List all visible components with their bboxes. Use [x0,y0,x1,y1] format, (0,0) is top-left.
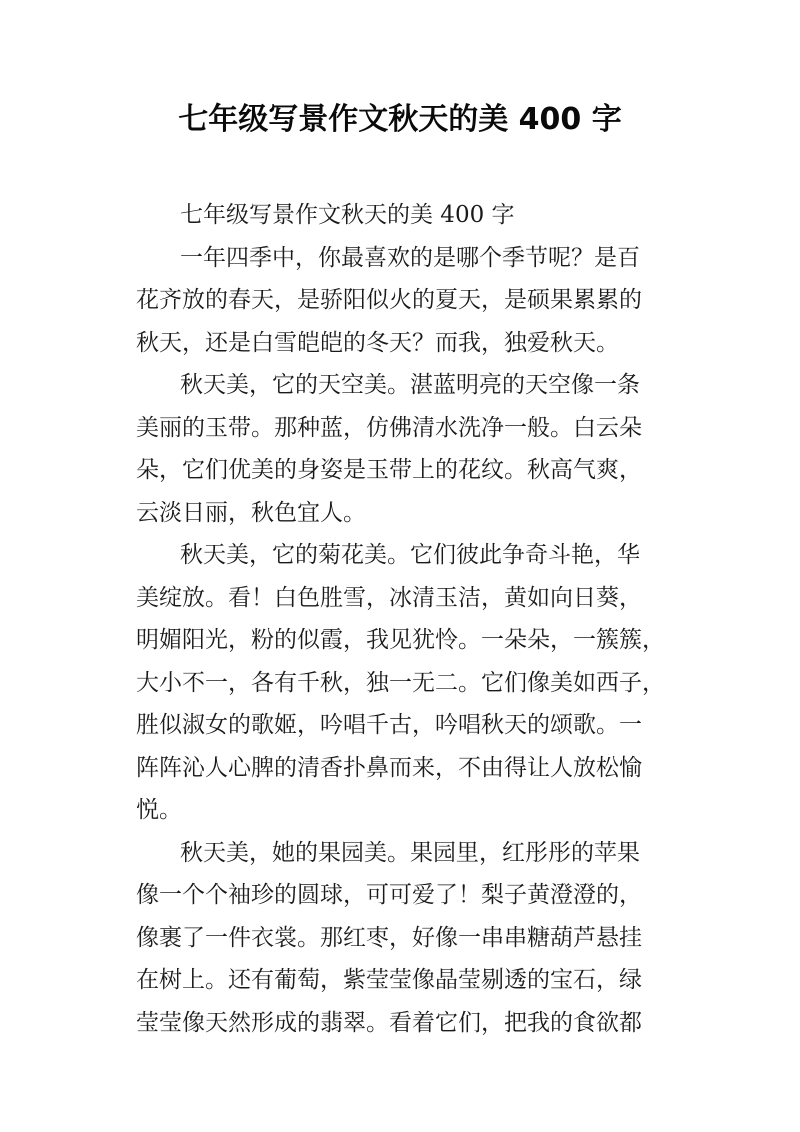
text-line: 七年级写景作文秋天的美 400 字 [180,202,515,228]
text-line: 一年四季中，你最喜欢的是哪个季节呢？是百 [180,244,640,271]
text-line: 秋天美，她的果园美。果园里，红彤彤的苹果 [180,839,640,866]
text-line: 在树上。还有葡萄，紫莹莹像晶莹剔透的宝石，绿 [136,967,642,993]
text-line: 阵阵沁人心脾的清香扑鼻而来，不由得让人放松愉 [136,754,642,781]
paragraph-subtitle [136,194,666,237]
text-line: 云淡日丽，秋色宜人。 [136,499,366,526]
text-line: 秋天，还是白雪皑皑的冬天？而我，独爱秋天。 [136,329,619,356]
document-title: 七年级写景作文秋天的美 400 字 [178,102,622,137]
paragraph-chrysanthemum [136,534,666,832]
text-line: 明媚阳光，粉的似霞，我见犹怜。一朵朵，一簇簇， [136,627,665,653]
text-line: 朵，它们优美的身姿是玉带上的花纹。秋高气爽， [136,457,642,483]
paragraph-orchard [136,832,666,1045]
document-body [136,194,666,1044]
text-line: 美丽的玉带。那种蓝，仿佛清水洗净一般。白云朵 [136,414,642,441]
text-line: 美绽放。看！白色胜雪，冰清玉洁，黄如向日葵， [136,584,642,611]
text-line: 花齐放的春天，是骄阳似火的夏天，是硕果累累的 [136,287,642,313]
paragraph-intro [136,237,666,365]
paragraph-sky [136,364,666,534]
text-line: 像裹了一件衣裳。那红枣，好像一串串糖葫芦悬挂 [136,924,642,951]
text-line: 像一个个袖珍的圆球，可可爱了！梨子黄澄澄的， [136,882,642,908]
text-line: 秋天美，它的菊花美。它们彼此争奇斗艳，华 [180,542,640,568]
text-line: 悦。 [136,797,182,823]
text-line: 胜似淑女的歌姬，吟唱千古，吟唱秋天的颂歌。一 [136,712,642,738]
text-line: 莹莹像天然形成的翡翠。看着它们，把我的食欲都 [136,1009,642,1036]
text-line: 秋天美，它的天空美。湛蓝明亮的天空像一条 [180,372,640,398]
text-line: 大小不一，各有千秋，独一无二。它们像美如西子， [136,669,665,696]
